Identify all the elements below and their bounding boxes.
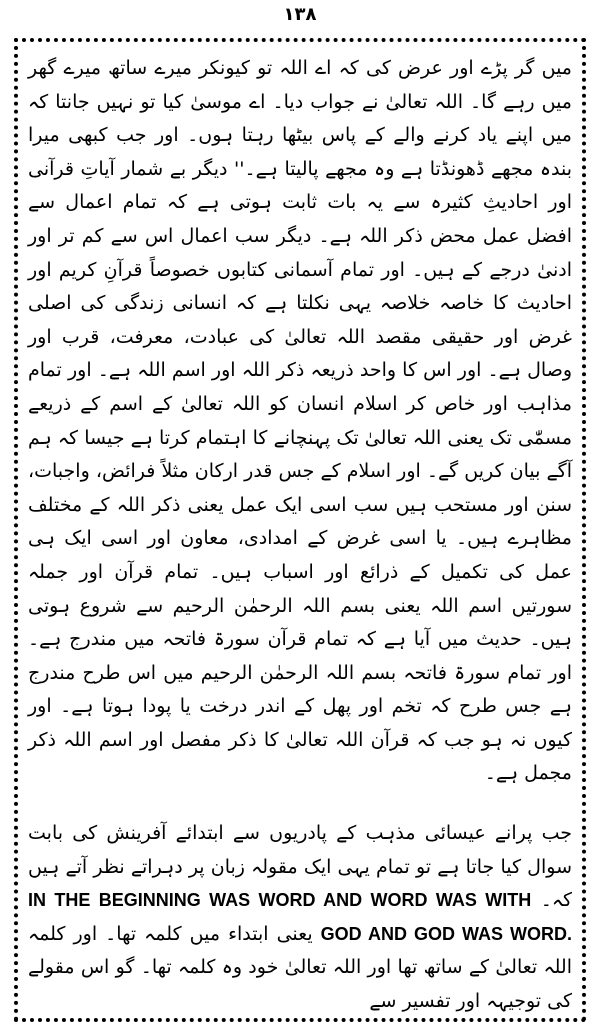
paragraph-text-after: یعنی ابتداء میں کلمہ تھا۔ اور کلمہ اللہ تعالیٰ کے ساتھ تھا اور اللہ تعالیٰ خود وہ کلمہ تھا۔ گو اس مقولے کی توجیہہ اور تفسیر سے xyxy=(28,922,572,1013)
paragraph-dhikr-virtue: میں گر پڑے اور عرض کی کہ اے اللہ تو کیونکر میرے ساتھ میرے گھر میں رہے گا۔ اللہ تعالیٰ نے جواب دیا۔ اے موسیٰ کیا تو نہیں جانتا کہ میں اپنے یاد کرنے والے کے پاس بیٹھا رہتا ہوں۔ اور جب کبھی میرا بندہ مجھے ڈھونڈتا ہے وہ مجھے پالیتا ہے۔'' دیگر بے شمار آیاتِ قرآنی اور احادیثِ کثیرہ سے یہ بات ثابت ہوتی ہے کہ تمام اعمال سے افضل عمل محض ذکر اللہ ہے۔ دیگر سب اعمال اس سے کم تر اور ادنیٰ درجے کے ہیں۔ اور تمام آسمانی کتابوں خصوصاً قرآنِ کریم اور احادیث کا خاصہ خلاصہ یہی نکلتا ہے کہ انسانی زندگی کی اصلی غرض اور حقیقی مقصد اللہ تعالیٰ کی عبادت، معرفت، قرب اور وصال ہے۔ اور اس کا واحد ذریعہ ذکر اللہ اور اسم اللہ ہے۔ اور تمام مذاہب اور خاص کر اسلام انسان کو اللہ تعالیٰ کے اسم کے ذریعے مسمّٰی تک یعنی اللہ تعالیٰ تک پہنچانے کا اہتمام کرتا ہے جیسا کہ ہم آگے بیان کریں گے۔ اور اسلام کے جس قدر ارکان مثلاً فرائض، واجبات، سنن اور مستحب ہیں سب اسی ایک عمل یعنی ذکر اللہ کے مختلف مظاہرے ہیں۔ یا اسی غرض کے امدادی، معاون اور اسی ایک ہی عمل کی تکمیل کے ذرائع اور اسباب ہیں۔ تمام قرآن اور جملہ سورتیں اسم اللہ یعنی بسم اللہ الرحمٰن الرحیم سے شروع ہوتی ہیں۔ حدیث میں آیا ہے کہ تمام قرآن سورۃ فاتحہ میں مندرج ہے۔ اور تمام سورۃ فاتحہ بسم اللہ الرحمٰن الرحیم میں اس طرح مندرج ہے جس طرح کہ تخم اور پھل کے اندر درخت یا پودا ہوتا ہے۔ اور کیوں نہ ہو جب کہ قرآن اللہ تعالیٰ کا ذکر مفصل اور اسم اللہ ذکر مجمل ہے۔ xyxy=(28,57,572,785)
dotted-page-border xyxy=(14,38,586,1022)
paragraph-text-before: جب پرانے عیسائی مذہب کے پادریوں سے ابتدائے آفرینش کی بابت سوال کیا جاتا ہے تو تمام یہی ایک مقولہ زبان پر دہراتے نظر آتے ہیں کہ۔ xyxy=(28,822,572,912)
paragraph-beginning-was-word xyxy=(28,817,572,1019)
english-quote: IN THE BEGINNING WAS WORD AND WORD WAS WITH GOD AND GOD WAS WORD. xyxy=(28,890,572,944)
page-number: ۱۳۸ xyxy=(283,4,317,25)
page-body xyxy=(28,52,572,1013)
